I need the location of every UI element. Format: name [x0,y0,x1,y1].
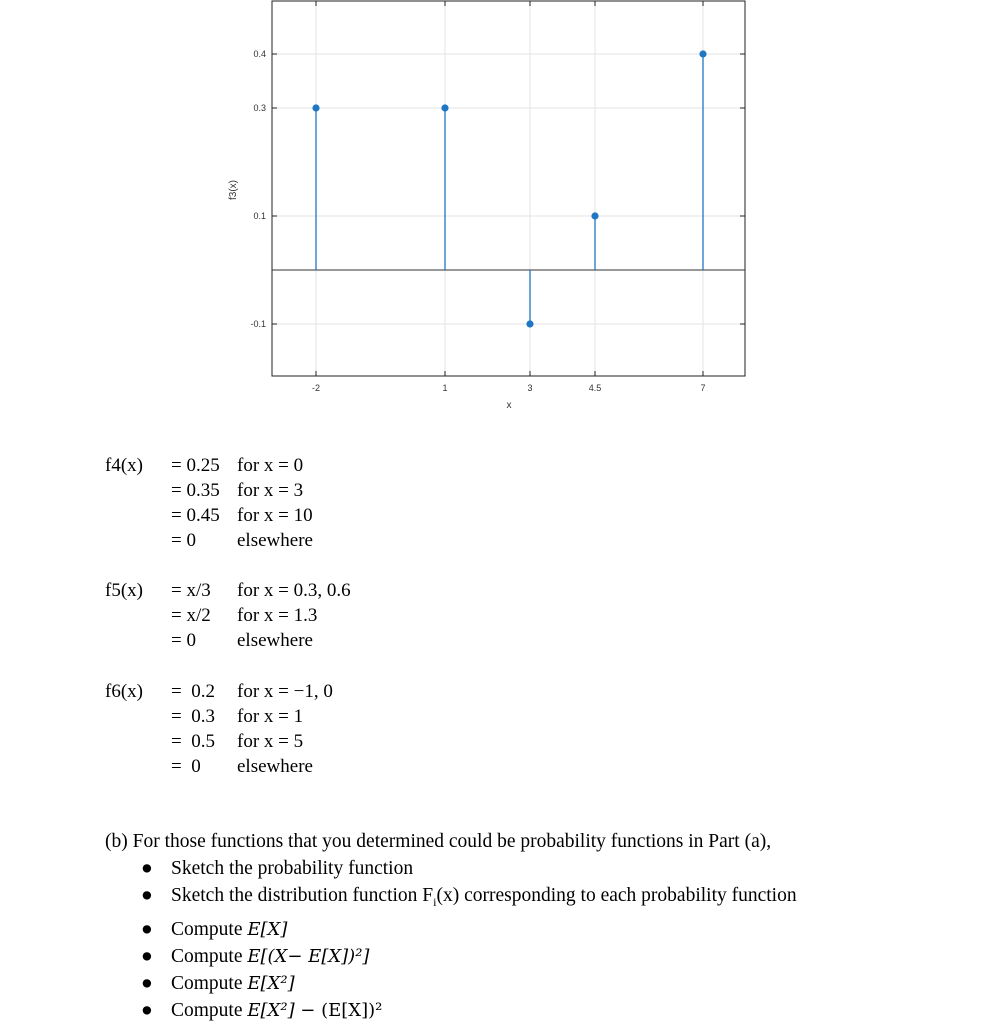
math-expression: E[X²] [247,972,295,994]
stem-point [591,212,598,219]
item-text: Sketch the distribution function F [171,885,434,906]
bullet-icon: ● [141,972,153,994]
x-tick-label: 7 [700,383,706,393]
function-value: = x/3 [171,580,211,601]
function-value: = 0 [171,630,196,651]
y-tick-label: 0.4 [253,49,266,59]
function-name: f5(x) [105,580,143,601]
math-expression: E[X²] − [247,999,322,1021]
function-f5 [0,578,500,653]
plot-area [272,1,745,376]
bullet-icon: ● [141,999,153,1021]
function-value: = 0.2 [171,681,215,702]
x-tick-label: 4.5 [588,383,602,393]
function-condition: for x = 0 [237,455,304,476]
item-text: Compute [171,972,248,994]
function-condition: for x = 5 [237,731,304,752]
list-item [105,997,995,1024]
item-text: Compute [171,918,248,940]
math-expression: E[(X− E[X])²] [247,945,370,967]
bullet-icon: ● [141,885,153,906]
function-value: = 0.45 [171,505,220,526]
y-axis-label: f3(x) [228,180,239,200]
function-condition: for x = 1.3 [237,605,318,626]
function-value: = 0 [171,756,201,777]
list-item [105,970,995,997]
function-value: = 0.25 [171,455,220,476]
item-text: Compute [171,999,248,1021]
y-tick-label: -0.1 [250,319,266,329]
bullet-icon: ● [141,945,153,967]
list-item [105,855,995,882]
part-b-intro: (b) For those functions that you determined could be probability functions in Part (a), [105,831,772,852]
x-axis-label: x [506,400,512,411]
list-item [105,882,995,916]
list-item [105,916,995,943]
stem-point [699,50,706,57]
function-condition: for x = 10 [237,505,313,526]
function-condition: for x = 3 [237,480,304,501]
math-expression: (E[X])² [321,999,383,1021]
function-value: = 0.5 [171,731,215,752]
item-subscript: i [433,894,437,909]
function-condition: elsewhere [237,630,313,651]
function-value: = x/2 [171,605,211,626]
stem-point [526,320,533,327]
item-text: Sketch the probability function [171,858,414,879]
function-f6 [0,679,500,779]
part-b-list [105,855,995,1024]
function-condition: elsewhere [237,756,313,777]
function-condition: for x = 1 [237,706,304,727]
function-value: = 0.3 [171,706,215,727]
stem-chart [0,0,1007,430]
item-text: Compute [171,945,248,967]
x-tick-label: -2 [311,383,321,393]
math-expression: E[X] [247,918,288,940]
function-value: = 0.35 [171,480,220,501]
function-value: = 0 [171,530,196,551]
part-b-section [105,828,995,1024]
x-tick-label: 1 [442,383,448,393]
function-condition: for x = 0.3, 0.6 [237,580,351,601]
stem-point [441,104,448,111]
function-f4 [0,453,500,553]
y-tick-label: 0.1 [253,211,266,221]
stem-point [312,104,319,111]
item-text: (x) corresponding to each probability function [436,885,797,906]
bullet-icon: ● [141,918,153,940]
function-name: f4(x) [105,455,143,476]
x-tick-label: 3 [527,383,533,393]
function-condition: elsewhere [237,530,313,551]
bullet-icon: ● [141,858,153,879]
function-name: f6(x) [105,681,143,702]
list-item [105,943,995,970]
y-tick-label: 0.3 [253,103,266,113]
function-condition: for x = −1, 0 [237,681,333,702]
